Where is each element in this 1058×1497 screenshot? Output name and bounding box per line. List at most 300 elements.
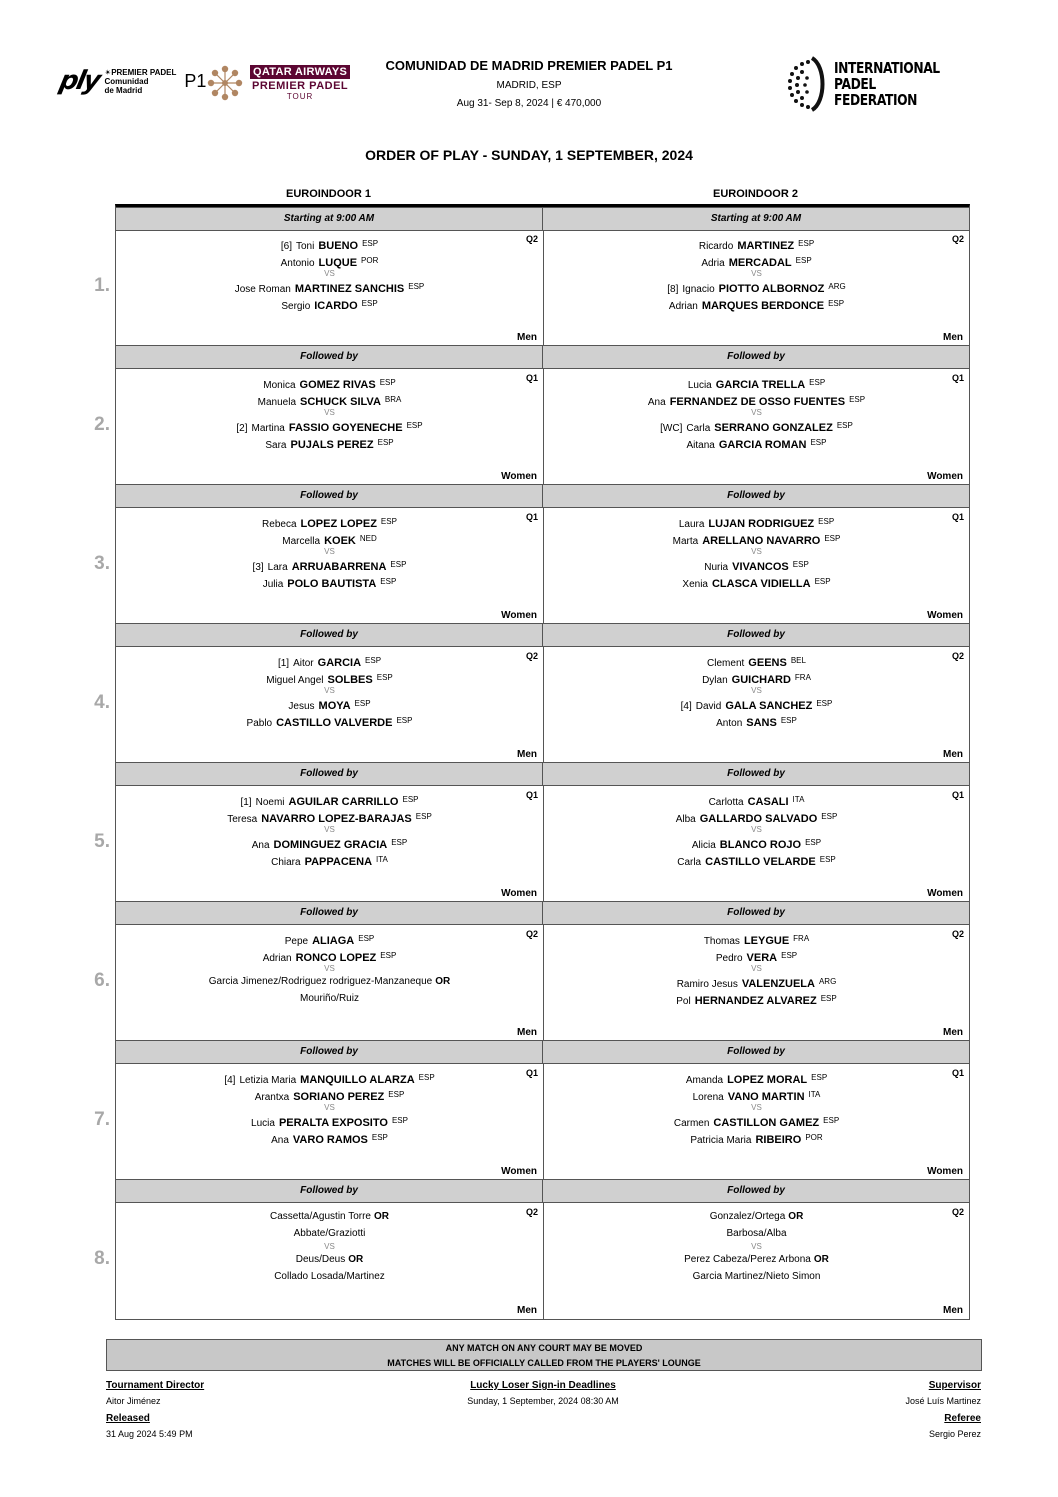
match-number: 8. (94, 1248, 110, 1269)
schedule-bar (116, 1179, 969, 1203)
player-first-name: Toni (296, 241, 315, 252)
logo-line-madrid: de Madrid (104, 85, 143, 95)
player-country: ESP (811, 1073, 828, 1082)
player-last-name: GARCIA TRELLA (715, 379, 806, 391)
player-first-name: Xenia (682, 579, 708, 590)
player-line (544, 1129, 969, 1146)
match-cell (544, 647, 969, 762)
player-first-name: Teresa (227, 814, 258, 825)
schedule-bar-court-2: Starting at 9:00 AM (710, 213, 802, 224)
player-first-name: Carlotta (708, 797, 744, 808)
player-line (544, 434, 969, 451)
category-label: Men (943, 332, 963, 343)
player-line (116, 695, 543, 712)
player-line (544, 278, 969, 295)
match-number: 7. (94, 1109, 110, 1130)
released-value: 31 Aug 2024 5:49 PM (106, 1429, 193, 1439)
player-first-name: Dylan (702, 675, 728, 686)
player-last-name: PUJALS PEREZ (290, 439, 374, 451)
player-line (544, 1208, 969, 1225)
match-cell (544, 1203, 969, 1318)
player-last-name: CASTILLON GAMEZ (713, 1117, 820, 1129)
player-last-name: PAPPACENA (304, 856, 373, 868)
player-country: ESP (418, 1073, 435, 1082)
team-name: Perez Cabeza/Perez Arbona (684, 1254, 811, 1265)
player-country: ESP (354, 699, 371, 708)
category-label: Women (927, 888, 963, 899)
round-tag: Q1 (525, 790, 538, 800)
category-label: Women (501, 888, 537, 899)
lucky-loser-block (400, 1379, 686, 1408)
vs-label: VS (324, 964, 335, 973)
player-first-name: Rebeca (262, 519, 297, 530)
player-last-name: BLANCO ROJO (719, 839, 802, 851)
ipf-globe-icon (786, 56, 826, 112)
player-last-name: ALIAGA (312, 935, 355, 947)
player-line (116, 1251, 543, 1268)
round-tag: Q2 (951, 1207, 964, 1217)
player-line (116, 791, 543, 808)
court-header-euroindoor-1: EUROINDOOR 1 (286, 188, 371, 200)
order-of-play-title: ORDER OF PLAY - SUNDAY, 1 SEPTEMBER, 2024 (365, 147, 693, 163)
player-last-name: VANO MARTIN (727, 1091, 805, 1103)
supervisor-label: Supervisor (928, 1380, 981, 1391)
schedule-bar (116, 345, 969, 369)
schedule-bar-court-2: Followed by (727, 768, 785, 779)
player-first-name: Pedro (715, 953, 743, 964)
player-last-name: PERALTA EXPOSITO (278, 1117, 388, 1129)
player-last-name: CASALI (747, 796, 789, 808)
player-line (116, 1112, 543, 1129)
vs-label: VS (751, 964, 762, 973)
category-label: Women (501, 471, 537, 482)
player-country: ESP (798, 239, 815, 248)
player-line (116, 1208, 543, 1225)
player-line (544, 295, 969, 312)
player-line (116, 669, 543, 686)
schedule-bar (116, 901, 969, 925)
player-last-name: LUJAN RODRIGUEZ (708, 518, 815, 530)
schedule-bar-court-2: Followed by (727, 1185, 785, 1196)
player-first-name: Adrian (668, 301, 698, 312)
player-line (544, 556, 969, 573)
player-first-name: Anton (716, 718, 743, 729)
player-country: ESP (391, 1116, 408, 1125)
match-cell (116, 508, 543, 623)
ipf-line-padel: PADEL (834, 75, 876, 93)
logo-line-premier: ✴PREMIER PADEL (104, 67, 177, 77)
player-line (116, 652, 543, 669)
player-last-name: GUICHARD (731, 674, 791, 686)
player-last-name: VERA (746, 952, 778, 964)
schedule-bar-court-2: Followed by (727, 490, 785, 501)
match-players (544, 791, 969, 868)
player-first-name: Pablo (246, 718, 273, 729)
player-country: FRA (793, 934, 810, 943)
player-line (544, 791, 969, 808)
player-line (544, 808, 969, 825)
player-line (544, 669, 969, 686)
round-tag: Q1 (525, 512, 538, 522)
player-country: NED (359, 534, 377, 543)
player-first-name: Carla (677, 857, 702, 868)
seed: [1] (277, 658, 290, 669)
player-last-name: PIOTTO ALBORNOZ (718, 283, 825, 295)
schedule-bar-court-2: Followed by (727, 907, 785, 918)
match-cell (544, 230, 969, 345)
player-country: ITA (376, 855, 388, 864)
match-players (116, 374, 543, 451)
player-first-name: Aitor (293, 658, 314, 669)
match-players (116, 513, 543, 590)
category-label: Women (927, 610, 963, 621)
player-first-name: Jose Roman (234, 284, 291, 295)
player-country: ARG (828, 282, 846, 291)
player-line (116, 808, 543, 825)
match-players (116, 930, 543, 1007)
player-last-name: SERRANO GONZALEZ (714, 422, 833, 434)
player-line (544, 947, 969, 964)
player-country: ESP (849, 395, 866, 404)
player-line (116, 573, 543, 590)
player-line (116, 374, 543, 391)
category-label: Women (927, 1166, 963, 1177)
player-country: BEL (790, 656, 806, 665)
player-country: ESP (396, 716, 413, 725)
player-country: FRA (794, 673, 811, 682)
player-country: ESP (819, 855, 836, 864)
player-country: ESP (377, 438, 394, 447)
player-country: ESP (379, 378, 396, 387)
team-name: Garcia Jimenez/Rodriguez rodriguez-Manzaneque (208, 976, 433, 987)
tour-wordmark: TOUR (286, 92, 314, 101)
lucky-loser-label: Lucky Loser Sign-in Deadlines (470, 1380, 616, 1391)
vs-label: VS (324, 547, 335, 556)
player-line (116, 556, 543, 573)
player-last-name: GEENS (748, 657, 787, 669)
category-label: Men (517, 749, 537, 760)
player-country: ESP (391, 838, 408, 847)
player-line (544, 1268, 969, 1285)
player-line (544, 695, 969, 712)
round-tag: Q1 (951, 1068, 964, 1078)
player-line (116, 712, 543, 729)
schedule-bar-court-2: Followed by (727, 1046, 785, 1057)
logo-line-comunidad: Comunidad (104, 76, 149, 86)
vs-label: VS (751, 547, 762, 556)
player-country: ESP (371, 1133, 388, 1142)
schedule-bar-court-1: Starting at 9:00 AM (116, 208, 543, 230)
vs-label: VS (751, 269, 762, 278)
match-players (544, 513, 969, 590)
player-line (116, 947, 543, 964)
team-name: Barbosa/Alba (726, 1228, 787, 1239)
seed: [3] (252, 562, 264, 573)
vs-label: VS (751, 1242, 762, 1251)
player-country: ESP (810, 438, 827, 447)
player-first-name: Ana (647, 397, 666, 408)
player-country: ESP (824, 534, 841, 543)
player-first-name: Letizia Maria (239, 1075, 297, 1086)
player-line (544, 252, 969, 269)
notice-line-moved: ANY MATCH ON ANY COURT MAY BE MOVED (445, 1343, 643, 1353)
vs-label: VS (751, 686, 762, 695)
category-label: Men (943, 1027, 963, 1038)
player-country: ESP (402, 795, 419, 804)
player-country: ESP (836, 421, 853, 430)
player-last-name: GARCIA ROMAN (718, 439, 807, 451)
player-last-name: LOPEZ MORAL (727, 1074, 808, 1086)
international-padel-federation-logo (786, 56, 963, 112)
round-tag: Q1 (951, 790, 964, 800)
team-name: Gonzalez/Ortega (709, 1211, 786, 1222)
player-last-name: GOMEZ RIVAS (299, 379, 376, 391)
player-country: ITA (808, 1090, 821, 1099)
round-tag: Q2 (525, 234, 538, 244)
round-tag: Q2 (951, 651, 964, 661)
category-label: Men (517, 1027, 537, 1038)
player-last-name: SORIANO PEREZ (293, 1091, 385, 1103)
schedule-bar-court-1: Followed by (116, 1180, 543, 1202)
player-line (544, 573, 969, 590)
player-line (116, 834, 543, 851)
round-tag: Q1 (525, 1068, 538, 1078)
player-last-name: MOYA (318, 700, 351, 712)
match-number: 3. (94, 553, 110, 574)
player-first-name: Noemi (255, 797, 285, 808)
match-cell (116, 1064, 543, 1179)
player-last-name: BUENO (318, 240, 359, 252)
player-last-name: CASTILLO VALVERDE (276, 717, 393, 729)
player-first-name: Patricia Maria (690, 1135, 752, 1146)
player-last-name: MARTINEZ SANCHIS (294, 283, 405, 295)
player-first-name: Ignacio (682, 284, 715, 295)
match-players (544, 235, 969, 312)
player-last-name: GALLARDO SALVADO (699, 813, 818, 825)
seed: [4] (680, 701, 692, 712)
schedule-bar-court-1: Followed by (116, 346, 543, 368)
team-name: Collado Losada/Martinez (274, 1271, 385, 1282)
player-last-name: RIBEIRO (755, 1134, 802, 1146)
vs-label: VS (324, 825, 335, 834)
match-cell (116, 1203, 543, 1318)
order-of-play-grid (115, 204, 970, 1320)
team-name: Abbate/Graziotti (293, 1228, 366, 1239)
premier-padel-wordmark: PREMIER PADEL (252, 80, 349, 92)
player-line (116, 434, 543, 451)
player-line (544, 530, 969, 547)
schedule-bar (116, 623, 969, 647)
player-last-name: GALA SANCHEZ (725, 700, 813, 712)
schedule-bar (116, 207, 969, 231)
player-country: ESP (380, 951, 397, 960)
player-line (116, 278, 543, 295)
player-last-name: MARQUES BERDONCE (701, 300, 825, 312)
player-country: ESP (780, 716, 797, 725)
player-last-name: VARO RAMOS (292, 1134, 368, 1146)
player-line (544, 235, 969, 252)
tournament-director-label: Tournament Director (106, 1380, 205, 1391)
logo-p1: P1 (184, 70, 207, 91)
match-players (116, 235, 543, 312)
player-country: ESP (415, 812, 432, 821)
referee-name: Sergio Perez (928, 1429, 981, 1439)
seed: [1] (240, 797, 252, 808)
match-number: 1. (94, 275, 110, 296)
or-label: OR (348, 1254, 364, 1265)
player-first-name: Monica (263, 380, 296, 391)
page-header (0, 0, 1058, 130)
player-country: BRA (384, 395, 402, 404)
match-cell (544, 786, 969, 901)
or-label: OR (373, 1211, 389, 1222)
player-line (116, 295, 543, 312)
player-first-name: David (695, 701, 722, 712)
round-tag: Q1 (951, 512, 964, 522)
player-first-name: Carla (686, 423, 711, 434)
player-first-name: Jesus (288, 701, 315, 712)
player-first-name: Adria (701, 258, 725, 269)
player-last-name: KOEK (324, 535, 356, 547)
tournament-dates-prize: Aug 31- Sep 8, 2024 | € 470,000 (456, 98, 602, 109)
player-line (116, 1086, 543, 1103)
match-number: 6. (94, 970, 110, 991)
supervisor-name: José Luís Martinez (905, 1396, 981, 1406)
player-line (544, 851, 969, 868)
player-last-name: ARELLANO NAVARRO (702, 535, 821, 547)
match-cell (544, 508, 969, 623)
round-tag: Q2 (525, 1207, 538, 1217)
tournament-director-name: Aitor Jiménez (106, 1396, 161, 1406)
player-line (544, 513, 969, 530)
referee-label: Referee (944, 1413, 981, 1424)
category-label: Men (517, 1305, 537, 1316)
player-last-name: DOMINGUEZ GRACIA (273, 839, 388, 851)
schedule-bar-court-2: Followed by (727, 629, 785, 640)
schedule-bar (116, 1040, 969, 1064)
player-first-name: Laura (678, 519, 705, 530)
player-line (116, 990, 543, 1007)
match-cell (116, 647, 543, 762)
match-players (116, 791, 543, 868)
player-country: ESP (805, 838, 822, 847)
player-first-name: Pol (676, 996, 691, 1007)
vs-label: VS (324, 269, 335, 278)
schedule-bar-court-1: Followed by (116, 624, 543, 646)
player-first-name: Lucia (251, 1118, 275, 1129)
tournament-director-block (106, 1379, 204, 1441)
player-last-name: ARRUABARRENA (291, 561, 387, 573)
player-last-name: VIVANCOS (732, 561, 789, 573)
player-country: ESP (390, 560, 407, 569)
player-last-name: LUQUE (318, 257, 358, 269)
player-first-name: Thomas (703, 936, 740, 947)
player-first-name: Arantxa (254, 1092, 290, 1103)
schedule-bar-court-2: Followed by (727, 351, 785, 362)
match-number: 4. (94, 692, 110, 713)
notice-banner (106, 1339, 982, 1371)
match-cell (116, 925, 543, 1040)
player-last-name: RONCO LOPEZ (295, 952, 377, 964)
category-label: Men (517, 332, 537, 343)
tournament-location: MADRID, ESP (496, 80, 562, 91)
vs-label: VS (324, 408, 335, 417)
player-first-name: Lorena (692, 1092, 724, 1103)
player-first-name: Ana (271, 1135, 289, 1146)
player-country: ESP (361, 299, 378, 308)
player-country: ARG (818, 977, 837, 986)
player-line (116, 1129, 543, 1146)
player-line (116, 235, 543, 252)
player-line (116, 1225, 543, 1242)
match-players (116, 652, 543, 729)
player-first-name: Adrian (262, 953, 292, 964)
player-line (116, 1268, 543, 1285)
schedule-bar-court-1: Followed by (116, 485, 543, 507)
player-line (544, 1225, 969, 1242)
player-first-name: Amanda (685, 1075, 724, 1086)
player-first-name: Ana (251, 840, 270, 851)
player-first-name: Clement (707, 658, 745, 669)
player-first-name: Marta (672, 536, 699, 547)
player-line (116, 973, 543, 990)
player-last-name: MANQUILLO ALARZA (300, 1074, 415, 1086)
player-last-name: CASTILLO VELARDE (705, 856, 816, 868)
player-country: ESP (820, 994, 837, 1003)
player-last-name: FERNANDEZ DE OSSO FUENTES (669, 396, 846, 408)
ply-logo-mark: ply (56, 66, 102, 96)
category-label: Men (943, 1305, 963, 1316)
round-tag: Q2 (951, 234, 964, 244)
player-first-name: Aitana (686, 440, 715, 451)
ipf-line-federation: FEDERATION (834, 91, 918, 109)
player-first-name: Chiara (271, 857, 301, 868)
match-players (544, 1208, 969, 1285)
player-first-name: Marcella (282, 536, 321, 547)
player-country: ESP (823, 1116, 840, 1125)
ipf-line-international: INTERNATIONAL (834, 59, 940, 77)
player-country: ESP (795, 256, 812, 265)
player-line (544, 374, 969, 391)
match-cell (544, 1064, 969, 1179)
match-players (544, 374, 969, 451)
team-name: Mouriño/Ruiz (300, 993, 359, 1004)
player-first-name: Ricardo (698, 241, 734, 252)
schedule-bar-court-1: Followed by (116, 763, 543, 785)
player-country: ESP (380, 577, 397, 586)
or-label: OR (813, 1254, 829, 1265)
player-line (544, 391, 969, 408)
player-line (116, 391, 543, 408)
player-country: POR (805, 1133, 823, 1142)
category-label: Women (501, 1166, 537, 1177)
player-last-name: MARTINEZ (737, 240, 795, 252)
schedule-bar-court-1: Followed by (116, 1041, 543, 1063)
player-last-name: NAVARRO LOPEZ-BARAJAS (261, 813, 412, 825)
round-tag: Q2 (525, 651, 538, 661)
player-first-name: Lucia (687, 380, 712, 391)
tournament-title: COMUNIDAD DE MADRID PREMIER PADEL P1 (385, 58, 673, 73)
player-last-name: MERCADAL (728, 257, 792, 269)
match-cell (116, 230, 543, 345)
player-line (544, 652, 969, 669)
player-last-name: POLO BAUTISTA (287, 578, 377, 590)
player-first-name: Nuria (704, 562, 729, 573)
seed: [8] (667, 284, 679, 295)
player-first-name: Julia (262, 579, 284, 590)
player-line (116, 513, 543, 530)
lucky-loser-deadline: Sunday, 1 September, 2024 08:30 AM (467, 1396, 619, 1406)
